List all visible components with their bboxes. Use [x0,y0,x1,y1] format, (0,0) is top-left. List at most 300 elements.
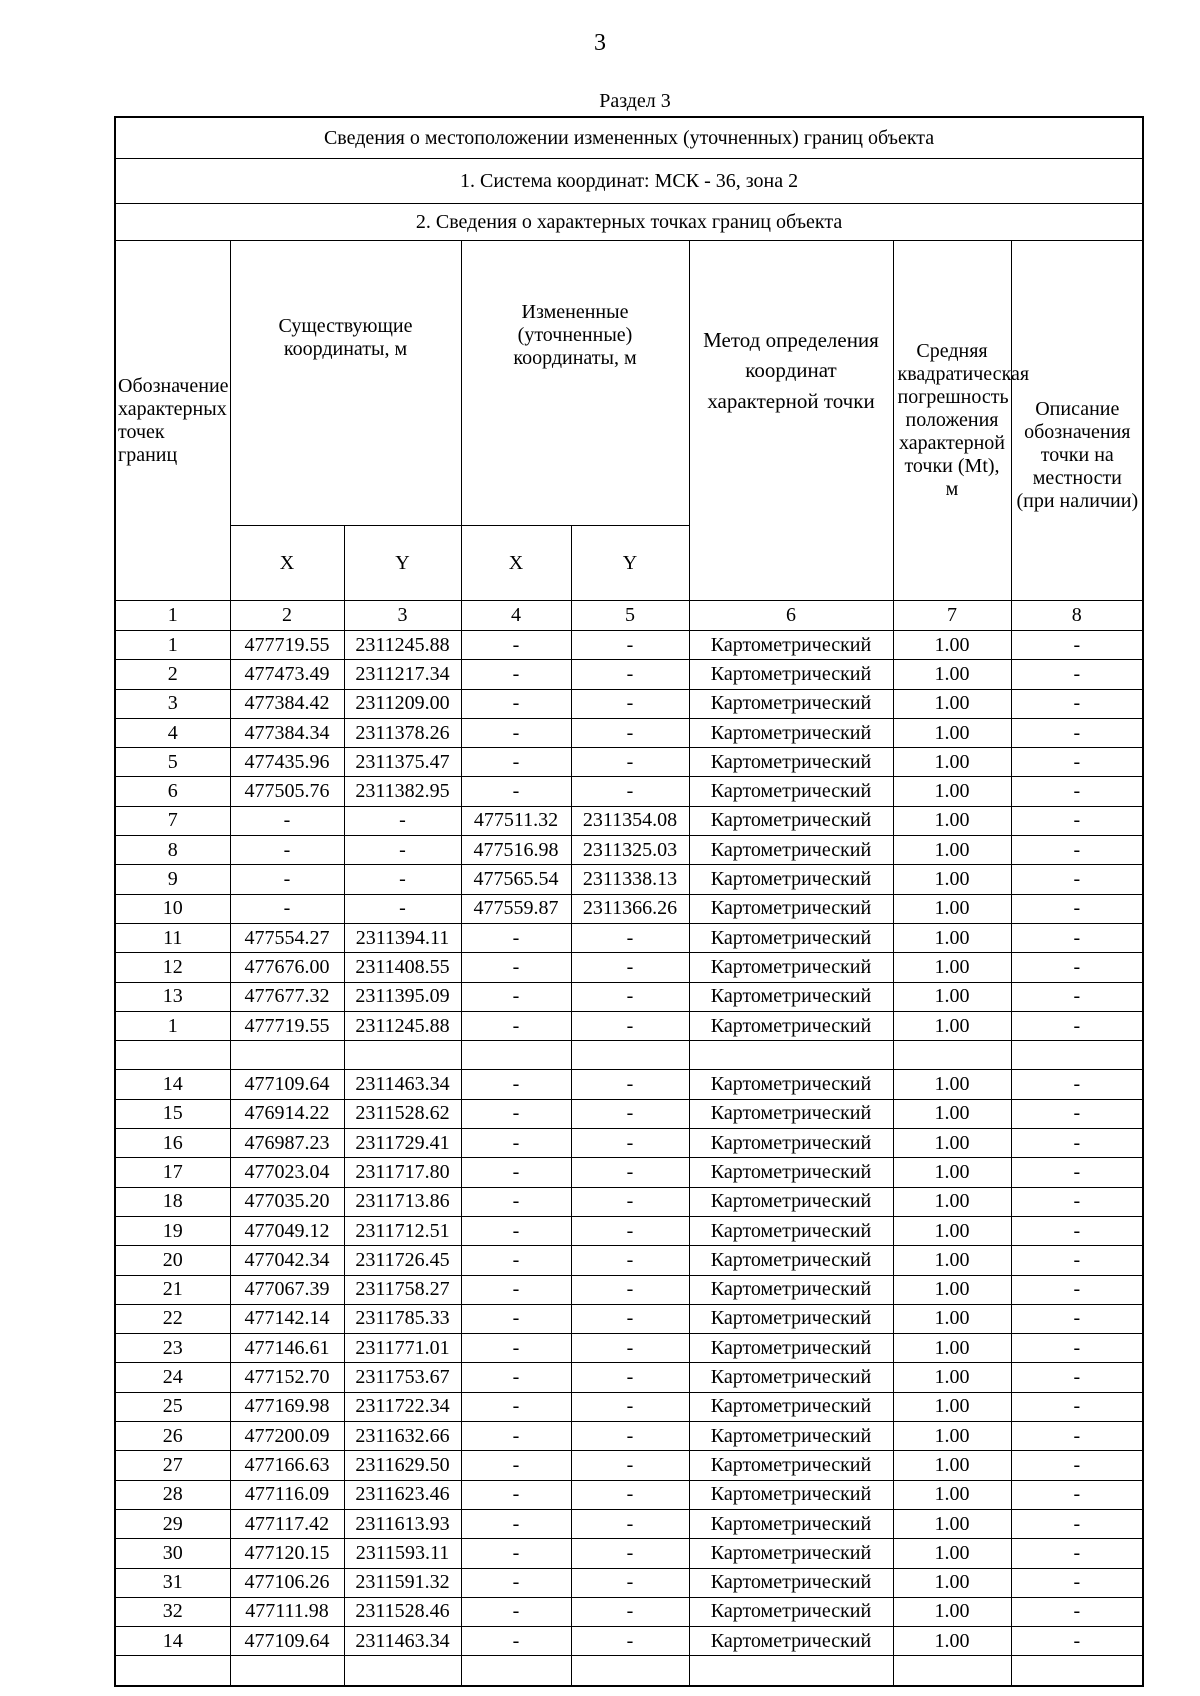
changed-x-cell [461,1041,571,1070]
table-row [115,923,1143,952]
method-cell: Картометрический [689,894,893,923]
point-description-cell [1011,1656,1143,1686]
method-cell: Картометрический [689,1275,893,1304]
changed-x-cell: - [461,1597,571,1626]
table-row [115,631,1143,660]
existing-x-cell: - [230,894,344,923]
changed-x-cell: - [461,1627,571,1656]
table-row [115,1334,1143,1363]
mean-square-error-cell: 1.00 [893,923,1011,952]
method-cell: Картометрический [689,1451,893,1480]
table-title: Сведения о местоположении измененных (уточненных) границ объекта [115,117,1143,159]
point-description-cell: - [1011,1304,1143,1333]
point-description-cell: - [1011,1129,1143,1158]
method-cell: Картометрический [689,1011,893,1040]
mean-square-error-cell: 1.00 [893,1480,1011,1509]
header-existing-y: Y [344,526,461,601]
point-number-cell: 30 [115,1539,230,1568]
point-description-cell: - [1011,836,1143,865]
existing-y-cell: - [344,806,461,835]
mean-square-error-cell: 1.00 [893,953,1011,982]
table-row [115,1304,1143,1333]
changed-x-cell: - [461,748,571,777]
changed-y-cell: - [571,1451,689,1480]
point-number-cell: 14 [115,1070,230,1099]
changed-y-cell: - [571,777,689,806]
points-info-heading: 2. Сведения о характерных точках границ объекта [115,204,1143,241]
existing-y-cell: 2311593.11 [344,1539,461,1568]
point-description-cell: - [1011,1099,1143,1128]
existing-y-cell: 2311722.34 [344,1392,461,1421]
changed-x-cell: - [461,660,571,689]
method-cell: Картометрический [689,1363,893,1392]
mean-square-error-cell: 1.00 [893,1304,1011,1333]
existing-y-cell: 2311629.50 [344,1451,461,1480]
point-description-cell: - [1011,631,1143,660]
point-description-cell: - [1011,777,1143,806]
existing-y-cell: - [344,894,461,923]
point-number-cell: 7 [115,806,230,835]
existing-x-cell: 477166.63 [230,1451,344,1480]
existing-x-cell: 477505.76 [230,777,344,806]
point-number-cell: 21 [115,1275,230,1304]
point-number-cell: 18 [115,1187,230,1216]
changed-y-cell: 2311338.13 [571,865,689,894]
changed-x-cell: - [461,1275,571,1304]
point-number-cell: 11 [115,923,230,952]
column-index: 1 [115,601,230,631]
point-description-cell: - [1011,1597,1143,1626]
table-row [115,1392,1143,1421]
existing-x-cell: 476914.22 [230,1099,344,1128]
mean-square-error-cell: 1.00 [893,1363,1011,1392]
changed-x-cell: - [461,1187,571,1216]
mean-square-error-cell [893,1656,1011,1686]
point-description-cell: - [1011,1451,1143,1480]
mean-square-error-cell: 1.00 [893,1187,1011,1216]
changed-x-cell: - [461,923,571,952]
mean-square-error-cell: 1.00 [893,777,1011,806]
existing-y-cell: 2311623.46 [344,1480,461,1509]
changed-y-cell: - [571,1480,689,1509]
changed-y-cell [571,1656,689,1686]
point-description-cell: - [1011,748,1143,777]
existing-x-cell: 477109.64 [230,1627,344,1656]
point-number-cell: 31 [115,1568,230,1597]
existing-y-cell: 2311245.88 [344,631,461,660]
method-cell: Картометрический [689,953,893,982]
table-row [115,894,1143,923]
mean-square-error-cell [893,1041,1011,1070]
method-cell: Картометрический [689,777,893,806]
mean-square-error-cell: 1.00 [893,1099,1011,1128]
existing-x-cell: 477042.34 [230,1246,344,1275]
method-cell: Картометрический [689,1392,893,1421]
existing-y-cell: - [344,865,461,894]
changed-y-cell: - [571,1246,689,1275]
existing-x-cell [230,1656,344,1686]
existing-y-cell: 2311591.32 [344,1568,461,1597]
existing-x-cell: 477435.96 [230,748,344,777]
changed-x-cell: - [461,1070,571,1099]
point-number-cell: 6 [115,777,230,806]
point-number-cell: 28 [115,1480,230,1509]
table-row [115,1363,1143,1392]
mean-square-error-cell: 1.00 [893,865,1011,894]
changed-y-cell: - [571,1129,689,1158]
table-row [115,1275,1143,1304]
changed-y-cell: - [571,1070,689,1099]
changed-y-cell: - [571,1627,689,1656]
existing-x-cell [230,1041,344,1070]
existing-x-cell: 477719.55 [230,631,344,660]
point-number-cell: 26 [115,1422,230,1451]
method-cell: Картометрический [689,923,893,952]
existing-y-cell: 2311394.11 [344,923,461,952]
existing-x-cell: 477109.64 [230,1070,344,1099]
table-row [115,982,1143,1011]
method-cell: Картометрический [689,1304,893,1333]
mean-square-error-cell: 1.00 [893,718,1011,747]
existing-y-cell: 2311395.09 [344,982,461,1011]
changed-x-cell: 477511.32 [461,806,571,835]
existing-x-cell: 477169.98 [230,1392,344,1421]
table-row [115,1216,1143,1245]
table-row [115,1627,1143,1656]
column-index: 3 [344,601,461,631]
table-row [115,718,1143,747]
method-cell: Картометрический [689,660,893,689]
point-number-cell: 19 [115,1216,230,1245]
changed-y-cell: - [571,923,689,952]
point-description-cell: - [1011,660,1143,689]
existing-y-cell: 2311712.51 [344,1216,461,1245]
existing-y-cell: 2311209.00 [344,689,461,718]
changed-y-cell: - [571,1422,689,1451]
point-number-cell [115,1041,230,1070]
point-number-cell: 8 [115,836,230,865]
table-row [115,1011,1143,1040]
point-description-cell: - [1011,923,1143,952]
column-index: 8 [1011,601,1143,631]
changed-y-cell: - [571,1509,689,1538]
changed-x-cell: - [461,1451,571,1480]
point-description-cell: - [1011,1392,1143,1421]
existing-x-cell: 477473.49 [230,660,344,689]
section-title: Раздел 3 [599,90,671,112]
existing-y-cell: 2311382.95 [344,777,461,806]
point-description-cell: - [1011,1216,1143,1245]
changed-x-cell: - [461,982,571,1011]
point-description-cell: - [1011,1275,1143,1304]
changed-x-cell: - [461,1216,571,1245]
changed-x-cell: - [461,1422,571,1451]
changed-y-cell: - [571,1158,689,1187]
changed-x-cell: - [461,1509,571,1538]
changed-x-cell: 477565.54 [461,865,571,894]
point-description-cell: - [1011,689,1143,718]
existing-y-cell: 2311726.45 [344,1246,461,1275]
mean-square-error-cell: 1.00 [893,748,1011,777]
point-description-cell: - [1011,1334,1143,1363]
changed-x-cell: - [461,1568,571,1597]
existing-y-cell: 2311217.34 [344,660,461,689]
method-cell: Картометрический [689,748,893,777]
method-cell: Картометрический [689,1597,893,1626]
existing-x-cell: 477120.15 [230,1539,344,1568]
mean-square-error-cell: 1.00 [893,689,1011,718]
existing-x-cell: 477384.42 [230,689,344,718]
table-row [115,1509,1143,1538]
point-number-cell: 20 [115,1246,230,1275]
changed-y-cell: - [571,982,689,1011]
point-description-cell: - [1011,806,1143,835]
point-number-cell [115,1656,230,1686]
point-number-cell: 17 [115,1158,230,1187]
mean-square-error-cell: 1.00 [893,1392,1011,1421]
existing-y-cell: 2311613.93 [344,1509,461,1538]
method-cell: Картометрический [689,1158,893,1187]
changed-y-cell: - [571,1011,689,1040]
changed-x-cell: - [461,1480,571,1509]
table-row [115,1568,1143,1597]
changed-y-cell: - [571,631,689,660]
existing-x-cell: 477719.55 [230,1011,344,1040]
existing-x-cell: - [230,806,344,835]
existing-x-cell: 477146.61 [230,1334,344,1363]
changed-x-cell: - [461,1246,571,1275]
mean-square-error-cell: 1.00 [893,806,1011,835]
mean-square-error-cell: 1.00 [893,836,1011,865]
mean-square-error-cell: 1.00 [893,1597,1011,1626]
changed-x-cell: - [461,953,571,982]
table-row [115,1480,1143,1509]
changed-y-cell: - [571,689,689,718]
table-row [115,1099,1143,1128]
point-description-cell: - [1011,1187,1143,1216]
changed-y-cell: - [571,1216,689,1245]
point-description-cell: - [1011,1422,1143,1451]
changed-x-cell: - [461,1158,571,1187]
existing-y-cell: 2311378.26 [344,718,461,747]
changed-y-cell: - [571,953,689,982]
changed-y-cell: - [571,718,689,747]
changed-x-cell: - [461,1392,571,1421]
point-number-cell: 14 [115,1627,230,1656]
existing-x-cell: 477677.32 [230,982,344,1011]
existing-y-cell: 2311771.01 [344,1334,461,1363]
point-description-cell: - [1011,1363,1143,1392]
existing-y-cell: 2311729.41 [344,1129,461,1158]
mean-square-error-cell: 1.00 [893,1246,1011,1275]
changed-y-cell: - [571,1187,689,1216]
table-row [115,865,1143,894]
table-row [115,1451,1143,1480]
mean-square-error-cell: 1.00 [893,1275,1011,1304]
point-description-cell: - [1011,1568,1143,1597]
coordinate-system: 1. Система координат: МСК - 36, зона 2 [115,159,1143,204]
header-changed-coords: Измененные (уточненные) координаты, м [461,241,689,526]
point-number-cell: 25 [115,1392,230,1421]
existing-y-cell: 2311713.86 [344,1187,461,1216]
point-number-cell: 10 [115,894,230,923]
existing-y-cell: 2311528.46 [344,1597,461,1626]
point-number-cell: 23 [115,1334,230,1363]
existing-y-cell: - [344,836,461,865]
changed-x-cell: - [461,689,571,718]
table-row [115,1187,1143,1216]
existing-x-cell: 477111.98 [230,1597,344,1626]
header-mean-square-error: Средняя квадратическая погрешность положения характерной точки (Mt), м [893,241,1011,601]
changed-x-cell: - [461,1304,571,1333]
mean-square-error-cell: 1.00 [893,660,1011,689]
existing-x-cell: 477554.27 [230,923,344,952]
point-description-cell: - [1011,1480,1143,1509]
existing-y-cell: 2311375.47 [344,748,461,777]
point-number-cell: 1 [115,631,230,660]
method-cell: Картометрический [689,631,893,660]
changed-x-cell: 477516.98 [461,836,571,865]
mean-square-error-cell: 1.00 [893,1627,1011,1656]
column-index: 6 [689,601,893,631]
mean-square-error-cell: 1.00 [893,1509,1011,1538]
changed-x-cell: - [461,1011,571,1040]
column-index: 4 [461,601,571,631]
existing-y-cell: 2311758.27 [344,1275,461,1304]
column-index: 5 [571,601,689,631]
changed-x-cell: - [461,631,571,660]
column-index: 2 [230,601,344,631]
point-number-cell: 29 [115,1509,230,1538]
column-index: 7 [893,601,1011,631]
column-index-row [115,601,1143,631]
existing-y-cell: 2311463.34 [344,1070,461,1099]
changed-y-cell: - [571,1392,689,1421]
existing-y-cell: 2311463.34 [344,1627,461,1656]
point-number-cell: 4 [115,718,230,747]
table-row [115,806,1143,835]
table-row [115,689,1143,718]
mean-square-error-cell: 1.00 [893,631,1011,660]
changed-y-cell: 2311325.03 [571,836,689,865]
page-number: 3 [594,30,606,56]
method-cell [689,1041,893,1070]
table-row [115,1246,1143,1275]
existing-y-cell: 2311528.62 [344,1099,461,1128]
method-cell: Картометрический [689,806,893,835]
existing-x-cell: 477106.26 [230,1568,344,1597]
mean-square-error-cell: 1.00 [893,1158,1011,1187]
header-existing-coords: Существующие координаты, м [230,241,461,526]
changed-y-cell: - [571,1597,689,1626]
existing-x-cell: 477035.20 [230,1187,344,1216]
existing-y-cell: 2311632.66 [344,1422,461,1451]
table-row [115,1041,1143,1070]
table-row [115,1422,1143,1451]
mean-square-error-cell: 1.00 [893,1334,1011,1363]
changed-y-cell: - [571,1099,689,1128]
existing-x-cell: 477142.14 [230,1304,344,1333]
point-description-cell [1011,1041,1143,1070]
table-row [115,836,1143,865]
method-cell: Картометрический [689,1129,893,1158]
mean-square-error-cell: 1.00 [893,1011,1011,1040]
point-number-cell: 15 [115,1099,230,1128]
existing-x-cell: 477049.12 [230,1216,344,1245]
existing-y-cell: 2311408.55 [344,953,461,982]
header-point-designation: Обозначение характерных точек границ [115,241,230,601]
table-body [115,631,1143,1686]
existing-x-cell: 477384.34 [230,718,344,747]
existing-y-cell [344,1041,461,1070]
method-cell: Картометрический [689,1509,893,1538]
point-description-cell: - [1011,1539,1143,1568]
changed-y-cell: - [571,1539,689,1568]
table-row [115,1656,1143,1686]
method-cell: Картометрический [689,1568,893,1597]
point-description-cell: - [1011,953,1143,982]
changed-y-cell: - [571,748,689,777]
method-cell: Картометрический [689,1422,893,1451]
method-cell: Картометрический [689,1480,893,1509]
point-number-cell: 32 [115,1597,230,1626]
method-cell: Картометрический [689,1070,893,1099]
changed-x-cell: 477559.87 [461,894,571,923]
point-number-cell: 24 [115,1363,230,1392]
header-changed-x: X [461,526,571,601]
point-number-cell: 13 [115,982,230,1011]
method-cell: Картометрический [689,1187,893,1216]
mean-square-error-cell: 1.00 [893,1216,1011,1245]
method-cell: Картометрический [689,836,893,865]
point-number-cell: 12 [115,953,230,982]
point-description-cell: - [1011,894,1143,923]
method-cell: Картометрический [689,1246,893,1275]
existing-y-cell [344,1656,461,1686]
changed-x-cell [461,1656,571,1686]
mean-square-error-cell: 1.00 [893,1451,1011,1480]
boundary-points-table [114,116,1144,1687]
point-number-cell: 2 [115,660,230,689]
changed-x-cell: - [461,1129,571,1158]
method-cell: Картометрический [689,1334,893,1363]
changed-y-cell: - [571,1304,689,1333]
mean-square-error-cell: 1.00 [893,1070,1011,1099]
mean-square-error-cell: 1.00 [893,1539,1011,1568]
method-cell: Картометрический [689,1627,893,1656]
changed-x-cell: - [461,1099,571,1128]
changed-x-cell: - [461,1539,571,1568]
existing-y-cell: 2311245.88 [344,1011,461,1040]
method-cell: Картометрический [689,1216,893,1245]
point-description-cell: - [1011,718,1143,747]
existing-x-cell: 477200.09 [230,1422,344,1451]
point-description-cell: - [1011,1627,1143,1656]
method-cell: Картометрический [689,982,893,1011]
changed-x-cell: - [461,718,571,747]
existing-x-cell: - [230,836,344,865]
header-existing-x: X [230,526,344,601]
mean-square-error-cell: 1.00 [893,894,1011,923]
changed-y-cell: 2311366.26 [571,894,689,923]
header-changed-y: Y [571,526,689,601]
existing-x-cell: 476987.23 [230,1129,344,1158]
existing-y-cell: 2311717.80 [344,1158,461,1187]
point-number-cell: 1 [115,1011,230,1040]
existing-x-cell: 477067.39 [230,1275,344,1304]
existing-x-cell: 477117.42 [230,1509,344,1538]
method-cell: Картометрический [689,865,893,894]
